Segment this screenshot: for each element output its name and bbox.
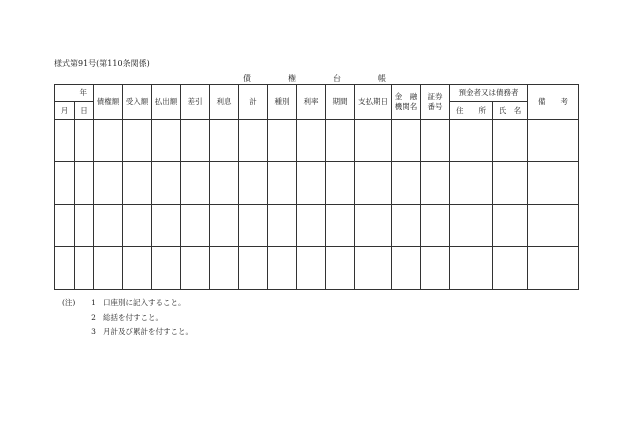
cell-bond-amount[interactable] (94, 119, 123, 162)
cell-month[interactable] (55, 119, 75, 162)
header-term: 期間 (326, 85, 355, 120)
note-text: 総括を付すこと。 (103, 312, 163, 322)
notes-section (62, 296, 193, 340)
header-depositor: 預金者又は債務者 (450, 85, 528, 102)
note-item (62, 296, 193, 311)
cell-total[interactable] (239, 204, 268, 247)
cell-balance[interactable] (181, 247, 210, 290)
cell-balance[interactable] (181, 119, 210, 162)
cell-name[interactable] (493, 162, 528, 205)
header-bond-amount: 債権額 (94, 85, 123, 120)
header-certificate-line1: 証券 (427, 92, 443, 101)
header-name: 氏 名 (493, 102, 528, 119)
cell-remarks[interactable] (528, 119, 579, 162)
header-certificate-line2: 番号 (427, 101, 443, 111)
cell-address[interactable] (450, 247, 493, 290)
cell-name[interactable] (493, 247, 528, 290)
cell-bond-amount[interactable] (94, 204, 123, 247)
cell-month[interactable] (55, 204, 75, 247)
cell-rate[interactable] (297, 119, 326, 162)
cell-payment-date[interactable] (355, 162, 392, 205)
table-row (55, 162, 579, 205)
cell-institution[interactable] (392, 162, 421, 205)
header-row-1 (55, 85, 579, 102)
form-number: 様式第91号(第110条関係) (54, 59, 150, 68)
cell-name[interactable] (493, 204, 528, 247)
header-interest: 利息 (210, 85, 239, 120)
header-institution-line1: 金 融 (394, 92, 418, 101)
cell-paid-out[interactable] (152, 119, 181, 162)
cell-type[interactable] (268, 247, 297, 290)
header-remarks: 備 考 (528, 85, 579, 120)
ledger-title (243, 73, 423, 84)
cell-term[interactable] (326, 204, 355, 247)
note-number: 3 (91, 327, 96, 337)
header-institution (392, 85, 421, 120)
cell-balance[interactable] (181, 204, 210, 247)
cell-type[interactable] (268, 119, 297, 162)
cell-interest[interactable] (210, 247, 239, 290)
note-item (62, 325, 193, 340)
cell-month[interactable] (55, 162, 75, 205)
cell-address[interactable] (450, 119, 493, 162)
cell-total[interactable] (239, 162, 268, 205)
table-row (55, 247, 579, 290)
cell-certificate[interactable] (421, 204, 450, 247)
cell-remarks[interactable] (528, 247, 579, 290)
cell-remarks[interactable] (528, 162, 579, 205)
cell-rate[interactable] (297, 162, 326, 205)
note-item (62, 311, 193, 326)
title-char: 帳 (378, 74, 386, 83)
cell-remarks[interactable] (528, 204, 579, 247)
cell-interest[interactable] (210, 119, 239, 162)
cell-name[interactable] (493, 119, 528, 162)
cell-payment-date[interactable] (355, 119, 392, 162)
header-rate: 利率 (297, 85, 326, 120)
cell-address[interactable] (450, 204, 493, 247)
cell-paid-out[interactable] (152, 204, 181, 247)
cell-received[interactable] (123, 162, 152, 205)
title-char: 台 (333, 74, 341, 83)
cell-certificate[interactable] (421, 119, 450, 162)
note-text: 口座別に記入すること。 (103, 298, 186, 307)
cell-term[interactable] (326, 247, 355, 290)
bond-ledger-table (54, 84, 579, 290)
cell-day[interactable] (75, 204, 94, 247)
cell-rate[interactable] (297, 247, 326, 290)
cell-term[interactable] (326, 162, 355, 205)
header-address: 住 所 (450, 102, 493, 119)
cell-type[interactable] (268, 162, 297, 205)
cell-rate[interactable] (297, 204, 326, 247)
cell-interest[interactable] (210, 162, 239, 205)
cell-bond-amount[interactable] (94, 162, 123, 205)
note-text: 月計及び累計を付すこと。 (103, 327, 193, 337)
header-payment-date: 支払期日 (355, 85, 392, 120)
cell-balance[interactable] (181, 162, 210, 205)
note-number: 2 (91, 312, 96, 322)
header-year: 年 (55, 85, 94, 102)
header-month: 月 (55, 102, 75, 119)
cell-day[interactable] (75, 119, 94, 162)
cell-institution[interactable] (392, 119, 421, 162)
cell-day[interactable] (75, 162, 94, 205)
cell-day[interactable] (75, 247, 94, 290)
cell-payment-date[interactable] (355, 247, 392, 290)
header-certificate (421, 85, 450, 120)
cell-total[interactable] (239, 119, 268, 162)
cell-interest[interactable] (210, 204, 239, 247)
cell-paid-out[interactable] (152, 162, 181, 205)
note-number: 1 (91, 298, 96, 307)
table-row (55, 204, 579, 247)
cell-received[interactable] (123, 247, 152, 290)
cell-received[interactable] (123, 119, 152, 162)
header-total: 計 (239, 85, 268, 120)
header-received: 受入額 (123, 85, 152, 120)
cell-certificate[interactable] (421, 162, 450, 205)
title-char: 債 (243, 74, 251, 83)
cell-institution[interactable] (392, 204, 421, 247)
cell-institution[interactable] (392, 247, 421, 290)
table-row (55, 119, 579, 162)
cell-payment-date[interactable] (355, 204, 392, 247)
title-char: 権 (288, 74, 296, 83)
notes-prefix: (注) (62, 298, 76, 307)
cell-bond-amount[interactable] (94, 247, 123, 290)
header-day: 日 (75, 102, 94, 119)
header-institution-line2: 機関名 (394, 101, 418, 111)
header-balance: 差引 (181, 85, 210, 120)
cell-type[interactable] (268, 204, 297, 247)
cell-address[interactable] (450, 162, 493, 205)
cell-total[interactable] (239, 247, 268, 290)
cell-term[interactable] (326, 119, 355, 162)
header-paid-out: 払出額 (152, 85, 181, 120)
header-type: 種別 (268, 85, 297, 120)
cell-received[interactable] (123, 204, 152, 247)
cell-paid-out[interactable] (152, 247, 181, 290)
cell-month[interactable] (55, 247, 75, 290)
cell-certificate[interactable] (421, 247, 450, 290)
